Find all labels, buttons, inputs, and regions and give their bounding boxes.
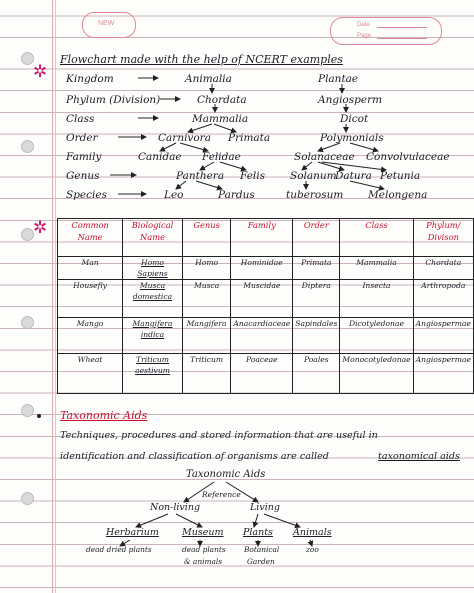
tree-node: Living (250, 502, 280, 513)
animal-taxon: Primata (228, 132, 271, 144)
table-cell: Homo (182, 257, 230, 280)
table-cell: Mangifera (182, 318, 230, 354)
tree-node: Plants (243, 527, 273, 538)
rank-label: Kingdom (66, 73, 114, 85)
tree-node: Non-living (150, 502, 201, 513)
tree-root: Taxonomic Aids (186, 469, 266, 480)
table-cell: Sapindales (293, 318, 340, 354)
table-cell: Mango (58, 318, 123, 354)
logo-text: NEW (98, 20, 115, 27)
table-cell: Monocotyledonae (340, 354, 413, 394)
plant-taxon: Solanum (290, 170, 337, 182)
column-header: Biological Name (123, 219, 183, 257)
table-cell: Insecta (340, 280, 413, 318)
flowchart-title: Flowchart made with the help of NCERT examples (60, 53, 343, 66)
branch (254, 514, 258, 527)
animal-taxon: Animalia (185, 73, 232, 85)
plant-taxon: Dicot (340, 113, 369, 125)
tree-leaf: & animals (184, 557, 223, 566)
table-cell: Wheat (58, 354, 123, 394)
table-cell: Triticum (182, 354, 230, 394)
table-cell: Anacardiaceae (231, 318, 293, 354)
tree-node: Animals (293, 527, 332, 538)
table-cell: Arthropoda (413, 280, 473, 318)
animal-taxon: Felidae (202, 151, 241, 163)
star-icon: ✲ (33, 218, 48, 238)
branch (136, 514, 168, 527)
branch (264, 514, 300, 527)
animal-taxon: Carnivora (158, 132, 211, 144)
rank-label: Phylum (Division) (66, 94, 161, 106)
table-cell: Man (58, 257, 123, 280)
animal-taxon: Mammalia (192, 113, 249, 125)
table-cell: Mammalia (340, 257, 413, 280)
table-cell: Poales (293, 354, 340, 394)
rank-label: Family (66, 151, 102, 163)
branch (226, 482, 258, 502)
rank-label: Class (66, 113, 95, 125)
table-cell: Muscidae (231, 280, 293, 318)
tree-node: Herbarium (106, 527, 159, 538)
animal-taxon: Felis (240, 170, 266, 182)
table-cell: Dicotyledonae (340, 318, 413, 354)
table-cell: Angiospermae (413, 318, 473, 354)
column-header: Genus (182, 219, 230, 257)
rank-label: Species (66, 189, 107, 201)
animal-taxon: Canidae (138, 151, 182, 163)
plant-taxon: Angiosperm (318, 94, 383, 106)
table-cell: Homo Sapiens (123, 257, 183, 280)
table-cell: Poaceae (231, 354, 293, 394)
branch (176, 514, 202, 527)
section-heading: Taxonomic Aids (60, 409, 148, 422)
table-cell: Hominidae (231, 257, 293, 280)
animal-taxon: Leo (164, 189, 184, 201)
tree-leaf: Botanical (244, 545, 280, 554)
paragraph-line: Techniques, procedures and stored information that are useful in (60, 430, 378, 441)
plant-taxon: Petunia (380, 170, 421, 182)
animal-taxon: Panthera (176, 170, 225, 182)
paragraph-line: identification and classification of organisms are called (60, 451, 329, 462)
tree-node: Museum (182, 527, 224, 538)
rank-label: Order (66, 132, 98, 144)
paragraph-term: taxonomical aids (378, 451, 460, 462)
tree-leaf: zoo (306, 545, 319, 554)
table-cell: Musca (182, 280, 230, 318)
star-icon: ✲ (33, 62, 48, 82)
table-cell: Triticum aestivum (123, 354, 183, 394)
tree-leaf: dead plants (182, 545, 226, 554)
plant-taxon: Polymonials (320, 132, 384, 144)
column-header: Common Name (58, 219, 123, 257)
plant-taxon: Plantae (318, 73, 359, 85)
table-cell: Primata (293, 257, 340, 280)
table-cell: Housefly (58, 280, 123, 318)
table-cell: Angiospermae (413, 354, 473, 394)
page-label: Page (357, 33, 372, 39)
table-cell: Musca domestica (123, 280, 183, 318)
plant-taxon: Datura (335, 170, 372, 182)
column-header: Order (293, 219, 340, 257)
tree-node-label: Reference (202, 490, 241, 499)
animal-taxon: Pardus (218, 189, 255, 201)
column-header: Class (340, 219, 413, 257)
tree-leaf: Garden (247, 557, 275, 566)
date-label: Date (357, 22, 370, 28)
branch (120, 540, 130, 546)
table-cell: Chordata (413, 257, 473, 280)
table-cell: Diptera (293, 280, 340, 318)
column-header: Phylum/ Divison (413, 219, 473, 257)
branch (184, 482, 214, 502)
table-cell: Mangifera indica (123, 318, 183, 354)
branch (310, 540, 312, 546)
rank-label: Genus (66, 170, 100, 182)
plant-taxon: tuberosum (286, 189, 344, 201)
plant-taxon: Convolvulaceae (366, 151, 450, 163)
animal-taxon: Chordata (197, 94, 247, 106)
column-header: Family (231, 219, 293, 257)
plant-taxon: Melongena (368, 189, 428, 201)
plant-taxon: Solanaceae (294, 151, 355, 163)
tree-leaf: dead dried plants (86, 545, 152, 554)
